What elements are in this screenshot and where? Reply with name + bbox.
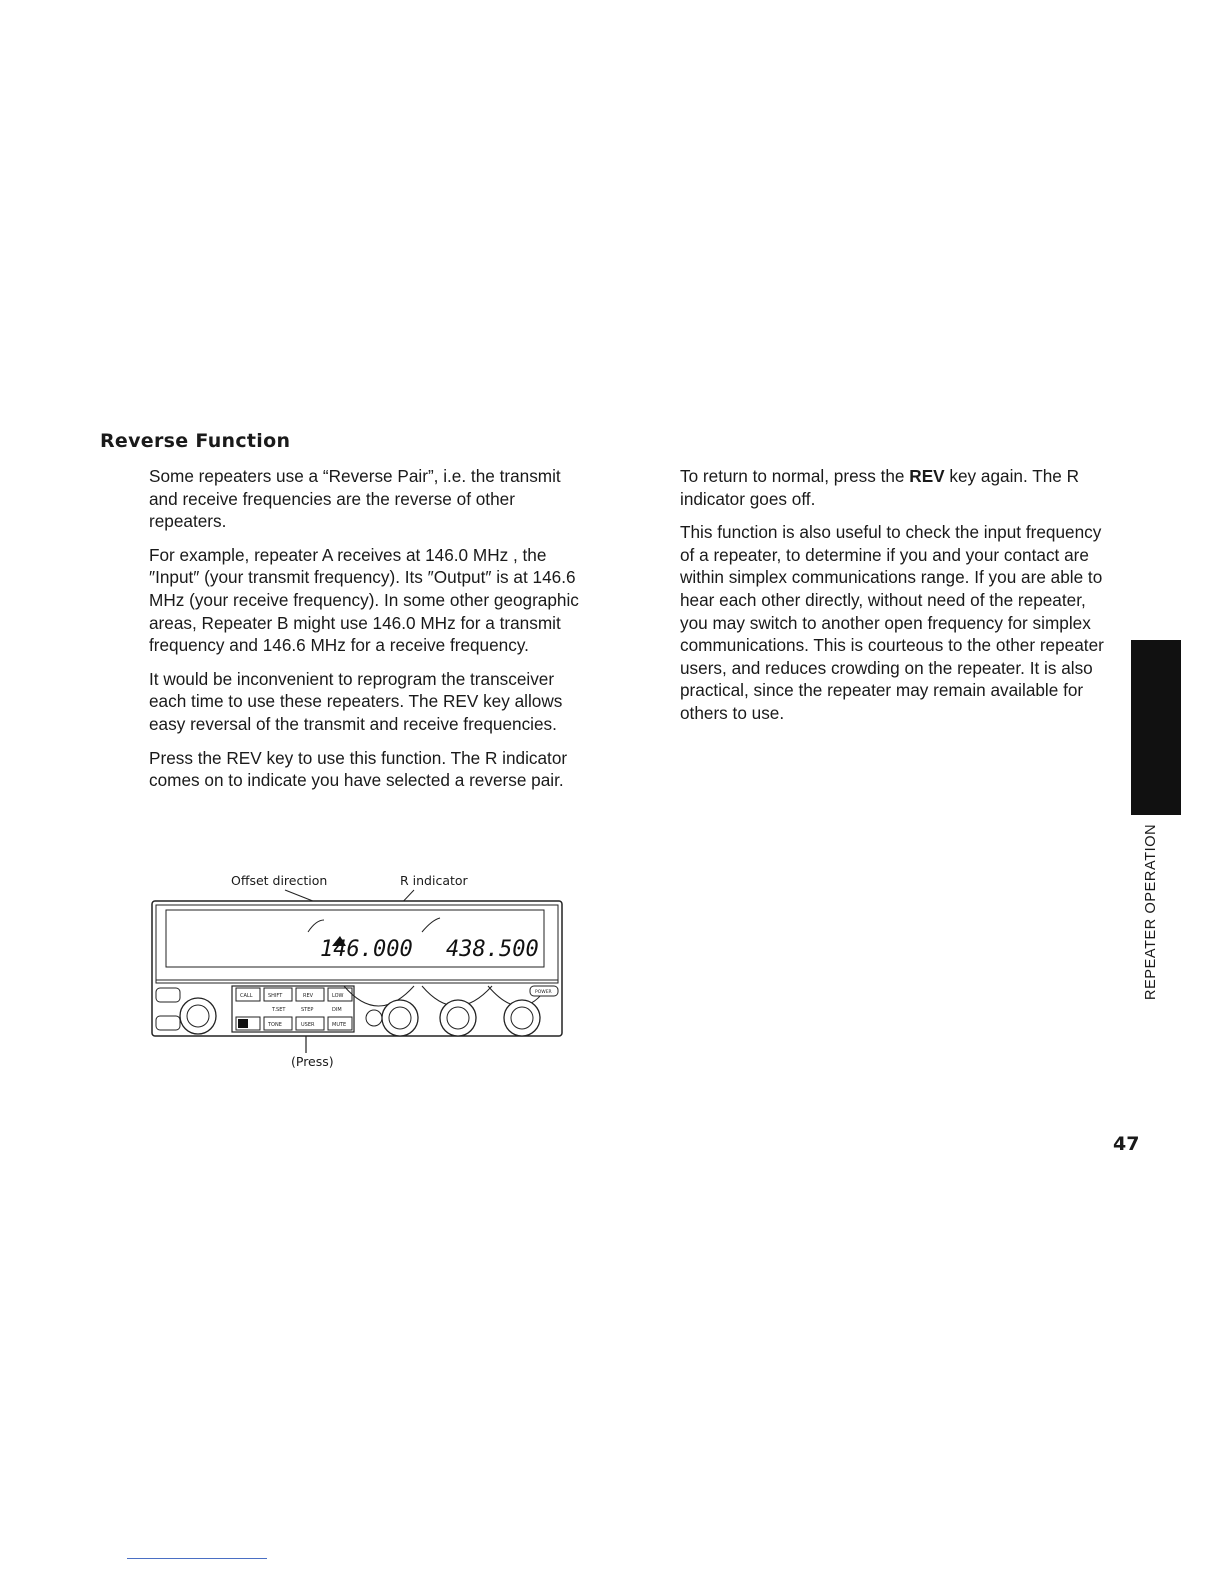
- tset-key: T.SET: [272, 1007, 286, 1013]
- user-key: USER: [301, 1022, 315, 1028]
- radio-front-panel-figure: [148, 868, 568, 1073]
- press-label: (Press): [291, 1054, 334, 1069]
- section-thumb-tab: [1131, 640, 1181, 815]
- side-section-label: REPEATER OPERATION: [1143, 823, 1159, 1000]
- left-column: [149, 465, 589, 803]
- mute-key: MUTE: [332, 1022, 347, 1028]
- section-heading: Reverse Function: [100, 430, 291, 452]
- paragraph-return-normal: [680, 465, 1110, 510]
- page-number: 47: [1113, 1133, 1140, 1155]
- shift-key: SHIFT: [268, 993, 283, 999]
- step-key: STEP: [301, 1007, 314, 1013]
- rev-key-name: REV: [909, 466, 945, 486]
- power-key: POWER: [535, 990, 552, 995]
- rev-key: REV: [303, 993, 314, 999]
- lcd-right-frequency: 438.500: [446, 937, 539, 962]
- paragraph-inconvenient: It would be inconvenient to reprogram the transceiver each time to use these repeaters. The REV key allows easy reversal of the transmit and receive frequencies.: [149, 668, 563, 734]
- return-text-after: key again. The R indicator goes off.: [680, 466, 1080, 509]
- lcd-left-frequency: 146.000: [320, 937, 413, 962]
- bottom-rule: [127, 1558, 267, 1559]
- radio-drawing: [148, 868, 568, 1053]
- r-indicator-label: R indicator: [400, 873, 468, 888]
- paragraph-press-rev: Press the REV key to use this function. The R indicator comes on to indicate you have selected a reverse pair.: [149, 747, 568, 791]
- right-column: [680, 465, 1110, 736]
- call-key: CALL: [240, 993, 253, 999]
- dim-key: DIM: [332, 1007, 342, 1013]
- paragraph-useful-check: This function is also useful to check the input frequency of a repeater, to determine if you and your contact are within simplex communications range. If you are able to hear each other directly, without need of the repeater, you may switch to another open frequency for simplex communications. This is courteous to the other repeater users, and reduces crowding on the repeater. It is also practical, since the repeater may remain available for others to use.: [680, 522, 1104, 723]
- low-key: LOW: [332, 993, 344, 999]
- offset-direction-label: Offset direction: [231, 873, 328, 888]
- tone-key: TONE: [268, 1022, 282, 1028]
- paragraph-reverse-pair: Some repeaters use a “Reverse Pair”, i.e. the transmit and receive frequencies are the reverse of other repeaters.: [149, 466, 561, 532]
- paragraph-example: For example, repeater A receives at 146.0 MHz , the ″Input″ (your transmit frequency). Its ″Output″ is at 146.6 MHz (your receive frequency). In some other geographic areas, Repeater B might use 146.0 MHz for a transmit frequency and 146.6 MHz for a receive frequency.: [149, 544, 579, 656]
- return-text-before: To return to normal, press the: [680, 466, 910, 486]
